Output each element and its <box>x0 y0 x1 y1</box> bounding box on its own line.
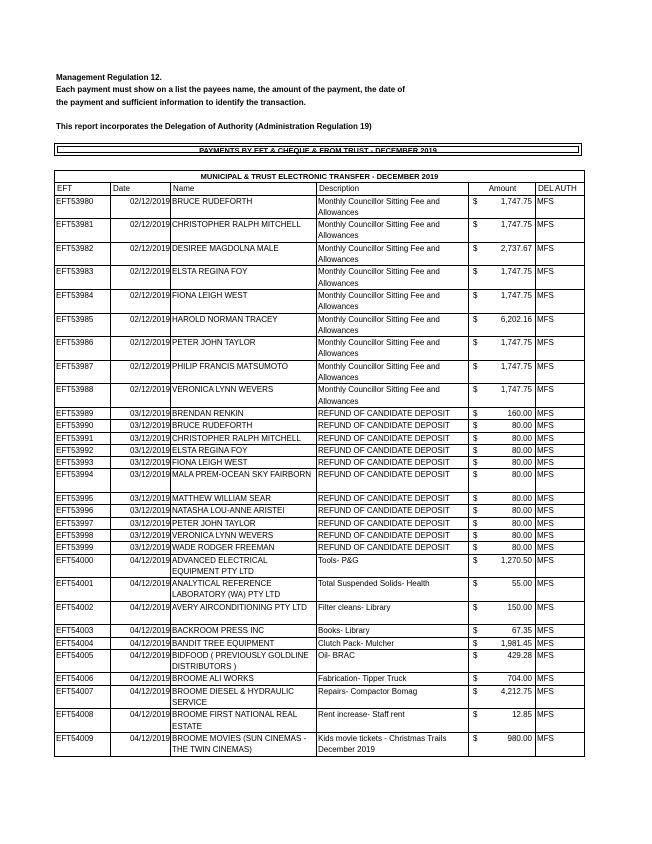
amount-value: 12.85 <box>511 710 532 720</box>
cell-name: VERONICA LYNN WEVERS <box>171 384 317 408</box>
cell-description: Filter cleans- Library <box>317 601 469 625</box>
cell-eft: EFT54005 <box>55 649 111 673</box>
cell-name: BRENDAN RENKIN <box>171 407 317 419</box>
cell-del-auth: MFS <box>536 360 585 384</box>
table-header-row <box>55 183 585 195</box>
cell-eft: EFT54007 <box>55 685 111 709</box>
cell-date: 03/12/2019 <box>111 493 171 505</box>
cell-del-auth: MFS <box>536 601 585 625</box>
currency-symbol: $ <box>473 626 478 636</box>
cell-eft: EFT53994 <box>55 469 111 493</box>
cell-amount <box>469 469 536 493</box>
cell-date: 02/12/2019 <box>111 384 171 408</box>
amount-value: 1,747.75 <box>500 196 532 206</box>
cell-del-auth: MFS <box>536 578 585 602</box>
currency-symbol: $ <box>473 494 478 504</box>
table-row <box>55 542 585 554</box>
table-row <box>55 313 585 337</box>
amount-value: 429.28 <box>507 650 532 660</box>
cell-name: MALA PREM-OCEAN SKY FAIRBORN <box>171 469 317 493</box>
cell-description: Total Suspended Solids- Health <box>317 578 469 602</box>
cell-name: VERONICA LYNN WEVERS <box>171 529 317 541</box>
table-row <box>55 554 585 578</box>
cell-del-auth: MFS <box>536 732 585 756</box>
cell-name: PHILIP FRANCIS MATSUMOTO <box>171 360 317 384</box>
amount-value: 1,270.50 <box>500 555 532 565</box>
cell-del-auth: MFS <box>536 242 585 266</box>
cell-description: REFUND OF CANDIDATE DEPOSIT <box>317 505 469 517</box>
amount-value: 1,747.75 <box>500 338 532 348</box>
cell-name: BRUCE RUDEFORTH <box>171 195 317 219</box>
amount-value: 80.00 <box>511 543 532 553</box>
cell-date: 02/12/2019 <box>111 266 171 290</box>
cell-amount <box>469 578 536 602</box>
cell-del-auth: MFS <box>536 444 585 456</box>
header-amount: Amount <box>469 183 536 195</box>
cell-description: REFUND OF CANDIDATE DEPOSIT <box>317 457 469 469</box>
table-row <box>55 407 585 419</box>
currency-symbol: $ <box>473 506 478 516</box>
cell-date: 04/12/2019 <box>111 637 171 649</box>
cell-del-auth: MFS <box>536 649 585 673</box>
cell-description: REFUND OF CANDIDATE DEPOSIT <box>317 420 469 432</box>
cell-del-auth: MFS <box>536 337 585 361</box>
cell-name: FIONA LEIGH WEST <box>171 457 317 469</box>
table-row <box>55 360 585 384</box>
cell-description: Monthly Councillor Sitting Fee and Allowances <box>317 242 469 266</box>
cell-name: HAROLD NORMAN TRACEY <box>171 313 317 337</box>
cell-amount <box>469 517 536 529</box>
cell-amount <box>469 542 536 554</box>
cell-amount <box>469 219 536 243</box>
cell-date: 04/12/2019 <box>111 554 171 578</box>
table-row <box>55 517 585 529</box>
cell-name: PETER JOHN TAYLOR <box>171 337 317 361</box>
cell-eft: EFT53984 <box>55 289 111 313</box>
cell-eft: EFT53988 <box>55 384 111 408</box>
currency-symbol: $ <box>473 638 478 648</box>
cell-name: BIDFOOD ( PREVIOUSLY GOLDLINE DISTRIBUTORS ) <box>171 649 317 673</box>
amount-value: 1,747.75 <box>500 385 532 395</box>
cell-date: 04/12/2019 <box>111 625 171 637</box>
cell-date: 03/12/2019 <box>111 505 171 517</box>
table-row <box>55 625 585 637</box>
cell-amount <box>469 673 536 685</box>
cell-del-auth: MFS <box>536 673 585 685</box>
table-row <box>55 709 585 733</box>
cell-amount <box>469 685 536 709</box>
cell-del-auth: MFS <box>536 457 585 469</box>
cell-name: BROOME FIRST NATIONAL REAL ESTATE <box>171 709 317 733</box>
table-row <box>55 242 585 266</box>
cell-name: ELSTA REGINA FOY <box>171 266 317 290</box>
cell-name: ELSTA REGINA FOY <box>171 444 317 456</box>
table-row <box>55 578 585 602</box>
cell-del-auth: MFS <box>536 289 585 313</box>
cell-del-auth: MFS <box>536 685 585 709</box>
cell-description: REFUND OF CANDIDATE DEPOSIT <box>317 444 469 456</box>
regulation-title: Management Regulation 12. <box>56 73 162 82</box>
amount-value: 80.00 <box>511 494 532 504</box>
amount-value: 80.00 <box>511 470 532 480</box>
cell-del-auth: MFS <box>536 542 585 554</box>
header-del-auth: DEL AUTH <box>536 183 585 195</box>
cell-name: BROOME MOVIES (SUN CINEMAS - THE TWIN CINEMAS) <box>171 732 317 756</box>
currency-symbol: $ <box>473 458 478 468</box>
currency-symbol: $ <box>473 433 478 443</box>
cell-description: Clutch Pack- Mulcher <box>317 637 469 649</box>
cell-eft: EFT54009 <box>55 732 111 756</box>
amount-value: 80.00 <box>511 421 532 431</box>
cell-date: 04/12/2019 <box>111 709 171 733</box>
cell-description: Monthly Councillor Sitting Fee and Allowances <box>317 289 469 313</box>
cell-date: 02/12/2019 <box>111 289 171 313</box>
cell-amount <box>469 709 536 733</box>
cell-amount <box>469 432 536 444</box>
cell-name: DESIREE MAGDOLNA MALE <box>171 242 317 266</box>
cell-eft: EFT54000 <box>55 554 111 578</box>
cell-eft: EFT53983 <box>55 266 111 290</box>
cell-del-auth: MFS <box>536 407 585 419</box>
cell-description: Fabrication- Tipper Truck <box>317 673 469 685</box>
cell-eft: EFT53998 <box>55 529 111 541</box>
cell-eft: EFT53995 <box>55 493 111 505</box>
cell-description: REFUND OF CANDIDATE DEPOSIT <box>317 529 469 541</box>
cell-name: BROOME DIESEL & HYDRAULIC SERVICE <box>171 685 317 709</box>
cell-del-auth: MFS <box>536 517 585 529</box>
cell-eft: EFT53990 <box>55 420 111 432</box>
cell-description: Rent increase- Staff rent <box>317 709 469 733</box>
cell-eft: EFT53989 <box>55 407 111 419</box>
cell-name: NATASHA LOU-ANNE ARISTEI <box>171 505 317 517</box>
cell-name: BACKROOM PRESS INC <box>171 625 317 637</box>
cell-date: 04/12/2019 <box>111 685 171 709</box>
cell-date: 03/12/2019 <box>111 407 171 419</box>
currency-symbol: $ <box>473 686 478 696</box>
cell-amount <box>469 732 536 756</box>
cell-amount <box>469 289 536 313</box>
cell-description: Monthly Councillor Sitting Fee and Allowances <box>317 337 469 361</box>
cell-date: 02/12/2019 <box>111 360 171 384</box>
amount-value: 1,981.45 <box>500 638 532 648</box>
cell-del-auth: MFS <box>536 529 585 541</box>
regulation-text-1: Each payment must show on a list the payees name, the amount of the payment, the date of <box>56 85 405 95</box>
currency-symbol: $ <box>473 267 478 277</box>
cell-amount <box>469 493 536 505</box>
cell-amount <box>469 313 536 337</box>
cell-date: 03/12/2019 <box>111 432 171 444</box>
cell-del-auth: MFS <box>536 195 585 219</box>
cell-date: 03/12/2019 <box>111 469 171 493</box>
delegation-note: This report incorporates the Delegation of Authority (Administration Regulation 19) <box>56 121 372 131</box>
cell-description: Kids movie tickets - Christmas Trails December 2019 <box>317 732 469 756</box>
cell-amount <box>469 457 536 469</box>
cell-eft: EFT54004 <box>55 637 111 649</box>
cell-del-auth: MFS <box>536 384 585 408</box>
cell-description: Monthly Councillor Sitting Fee and Allowances <box>317 195 469 219</box>
cell-amount <box>469 625 536 637</box>
currency-symbol: $ <box>473 196 478 206</box>
currency-symbol: $ <box>473 290 478 300</box>
cell-date: 02/12/2019 <box>111 219 171 243</box>
cell-eft: EFT53987 <box>55 360 111 384</box>
currency-symbol: $ <box>473 314 478 324</box>
cell-eft: EFT53986 <box>55 337 111 361</box>
cell-date: 03/12/2019 <box>111 420 171 432</box>
regulation-text-2: the payment and sufficient information to identify the transaction. <box>56 97 306 107</box>
amount-value: 160.00 <box>507 408 532 418</box>
cell-date: 04/12/2019 <box>111 578 171 602</box>
cell-description: REFUND OF CANDIDATE DEPOSIT <box>317 517 469 529</box>
amount-value: 2,737.67 <box>500 243 532 253</box>
cell-name: ANALYTICAL REFERENCE LABORATORY (WA) PTY LTD <box>171 578 317 602</box>
cell-date: 03/12/2019 <box>111 517 171 529</box>
header-description: Description <box>317 183 469 195</box>
cell-del-auth: MFS <box>536 420 585 432</box>
cell-name: BRUCE RUDEFORTH <box>171 420 317 432</box>
cell-del-auth: MFS <box>536 219 585 243</box>
cell-del-auth: MFS <box>536 493 585 505</box>
cell-eft: EFT54003 <box>55 625 111 637</box>
cell-eft: EFT53992 <box>55 444 111 456</box>
currency-symbol: $ <box>473 445 478 455</box>
cell-name: MATTHEW WILLIAM SEAR <box>171 493 317 505</box>
cell-amount <box>469 529 536 541</box>
cell-name: FIONA LEIGH WEST <box>171 289 317 313</box>
cell-date: 02/12/2019 <box>111 313 171 337</box>
cell-description: REFUND OF CANDIDATE DEPOSIT <box>317 432 469 444</box>
cell-description: REFUND OF CANDIDATE DEPOSIT <box>317 542 469 554</box>
cell-amount <box>469 505 536 517</box>
table-row <box>55 432 585 444</box>
cell-description: Tools- P&G <box>317 554 469 578</box>
cell-description: Monthly Councillor Sitting Fee and Allowances <box>317 266 469 290</box>
table-row <box>55 219 585 243</box>
amount-value: 67.35 <box>511 626 532 636</box>
table-row <box>55 469 585 493</box>
cell-eft: EFT53991 <box>55 432 111 444</box>
amount-value: 704.00 <box>507 674 532 684</box>
currency-symbol: $ <box>473 518 478 528</box>
cell-name: CHRISTOPHER RALPH MITCHELL <box>171 219 317 243</box>
currency-symbol: $ <box>473 385 478 395</box>
table-row <box>55 529 585 541</box>
cell-eft: EFT54002 <box>55 601 111 625</box>
currency-symbol: $ <box>473 543 478 553</box>
currency-symbol: $ <box>473 674 478 684</box>
cell-name: CHRISTOPHER RALPH MITCHELL <box>171 432 317 444</box>
cell-eft: EFT53993 <box>55 457 111 469</box>
table-row <box>55 444 585 456</box>
cell-name: WADE RODGER FREEMAN <box>171 542 317 554</box>
table-caption: MUNICIPAL & TRUST ELECTRONIC TRANSFER - DECEMBER 2019 <box>55 171 585 183</box>
cell-date: 02/12/2019 <box>111 242 171 266</box>
cell-eft: EFT53999 <box>55 542 111 554</box>
cell-eft: EFT53982 <box>55 242 111 266</box>
table-row <box>55 337 585 361</box>
cell-eft: EFT53981 <box>55 219 111 243</box>
cell-eft: EFT54001 <box>55 578 111 602</box>
table-row <box>55 493 585 505</box>
table-row <box>55 195 585 219</box>
amount-value: 4,212.75 <box>500 686 532 696</box>
cell-date: 03/12/2019 <box>111 529 171 541</box>
cell-amount <box>469 649 536 673</box>
cell-del-auth: MFS <box>536 554 585 578</box>
cell-del-auth: MFS <box>536 432 585 444</box>
currency-symbol: $ <box>473 470 478 480</box>
cell-name: BROOME ALI WORKS <box>171 673 317 685</box>
cell-amount <box>469 384 536 408</box>
amount-value: 980.00 <box>507 733 532 743</box>
cell-description: Monthly Councillor Sitting Fee and Allowances <box>317 219 469 243</box>
currency-symbol: $ <box>473 579 478 589</box>
currency-symbol: $ <box>473 710 478 720</box>
cell-date: 04/12/2019 <box>111 673 171 685</box>
payments-table <box>54 170 585 757</box>
cell-amount <box>469 420 536 432</box>
amount-value: 1,747.75 <box>500 361 532 371</box>
cell-date: 03/12/2019 <box>111 444 171 456</box>
cell-description: Books- Library <box>317 625 469 637</box>
currency-symbol: $ <box>473 361 478 371</box>
cell-date: 03/12/2019 <box>111 457 171 469</box>
currency-symbol: $ <box>473 220 478 230</box>
amount-value: 1,747.75 <box>500 290 532 300</box>
amount-value: 80.00 <box>511 506 532 516</box>
amount-value: 150.00 <box>507 602 532 612</box>
cell-description: REFUND OF CANDIDATE DEPOSIT <box>317 493 469 505</box>
cell-amount <box>469 554 536 578</box>
cell-del-auth: MFS <box>536 469 585 493</box>
cell-description: Monthly Councillor Sitting Fee and Allowances <box>317 360 469 384</box>
currency-symbol: $ <box>473 408 478 418</box>
currency-symbol: $ <box>473 243 478 253</box>
table-caption-row <box>55 171 585 183</box>
currency-symbol: $ <box>473 555 478 565</box>
cell-del-auth: MFS <box>536 313 585 337</box>
cell-amount <box>469 360 536 384</box>
cell-description: REFUND OF CANDIDATE DEPOSIT <box>317 469 469 493</box>
cell-amount <box>469 266 536 290</box>
cell-eft: EFT54006 <box>55 673 111 685</box>
table-row <box>55 420 585 432</box>
currency-symbol: $ <box>473 650 478 660</box>
cell-amount <box>469 601 536 625</box>
cell-description: Monthly Councillor Sitting Fee and Allowances <box>317 384 469 408</box>
cell-description: Monthly Councillor Sitting Fee and Allowances <box>317 313 469 337</box>
currency-symbol: $ <box>473 338 478 348</box>
cell-date: 04/12/2019 <box>111 732 171 756</box>
header-eft: EFT <box>55 183 111 195</box>
table-row <box>55 384 585 408</box>
cell-amount <box>469 637 536 649</box>
amount-value: 80.00 <box>511 433 532 443</box>
cell-del-auth: MFS <box>536 505 585 517</box>
cell-del-auth: MFS <box>536 625 585 637</box>
table-row <box>55 457 585 469</box>
cell-name: AVERY AIRCONDITIONING PTY LTD <box>171 601 317 625</box>
header-name: Name <box>171 183 317 195</box>
cell-date: 03/12/2019 <box>111 542 171 554</box>
amount-value: 80.00 <box>511 458 532 468</box>
cell-amount <box>469 195 536 219</box>
cell-del-auth: MFS <box>536 709 585 733</box>
currency-symbol: $ <box>473 421 478 431</box>
table-row <box>55 601 585 625</box>
amount-value: 1,747.75 <box>500 220 532 230</box>
cell-amount <box>469 337 536 361</box>
amount-value: 6,202.16 <box>500 314 532 324</box>
cell-eft: EFT53996 <box>55 505 111 517</box>
amount-value: 80.00 <box>511 518 532 528</box>
amount-value: 80.00 <box>511 530 532 540</box>
cell-date: 04/12/2019 <box>111 601 171 625</box>
cell-date: 02/12/2019 <box>111 195 171 219</box>
cell-description: Repairs- Compactor Bomag <box>317 685 469 709</box>
table-row <box>55 266 585 290</box>
currency-symbol: $ <box>473 602 478 612</box>
header-date: Date <box>111 183 171 195</box>
intro-text <box>56 72 616 133</box>
table-row <box>55 685 585 709</box>
cell-date: 04/12/2019 <box>111 649 171 673</box>
report-heading-box <box>54 143 582 156</box>
currency-symbol: $ <box>473 530 478 540</box>
cell-name: ADVANCED ELECTRICAL EQUIPMENT PTY LTD <box>171 554 317 578</box>
cell-amount <box>469 444 536 456</box>
cell-name: BANDIT TREE EQUIPMENT <box>171 637 317 649</box>
table-row <box>55 732 585 756</box>
amount-value: 55.00 <box>511 579 532 589</box>
cell-description: Oil- BRAC <box>317 649 469 673</box>
amount-value: 1,747.75 <box>500 267 532 277</box>
cell-description: REFUND OF CANDIDATE DEPOSIT <box>317 407 469 419</box>
table-row <box>55 289 585 313</box>
table-row <box>55 637 585 649</box>
amount-value: 80.00 <box>511 445 532 455</box>
cell-amount <box>469 407 536 419</box>
currency-symbol: $ <box>473 733 478 743</box>
cell-del-auth: MFS <box>536 266 585 290</box>
cell-amount <box>469 242 536 266</box>
cell-eft: EFT53985 <box>55 313 111 337</box>
table-row <box>55 649 585 673</box>
cell-eft: EFT54008 <box>55 709 111 733</box>
report-heading: PAYMENTS BY EFT & CHEQUE & FROM TRUST - DECEMBER 2019 <box>57 146 579 153</box>
cell-name: PETER JOHN TAYLOR <box>171 517 317 529</box>
table-row <box>55 505 585 517</box>
table-row <box>55 673 585 685</box>
cell-eft: EFT53980 <box>55 195 111 219</box>
cell-del-auth: MFS <box>536 637 585 649</box>
cell-date: 02/12/2019 <box>111 337 171 361</box>
cell-eft: EFT53997 <box>55 517 111 529</box>
